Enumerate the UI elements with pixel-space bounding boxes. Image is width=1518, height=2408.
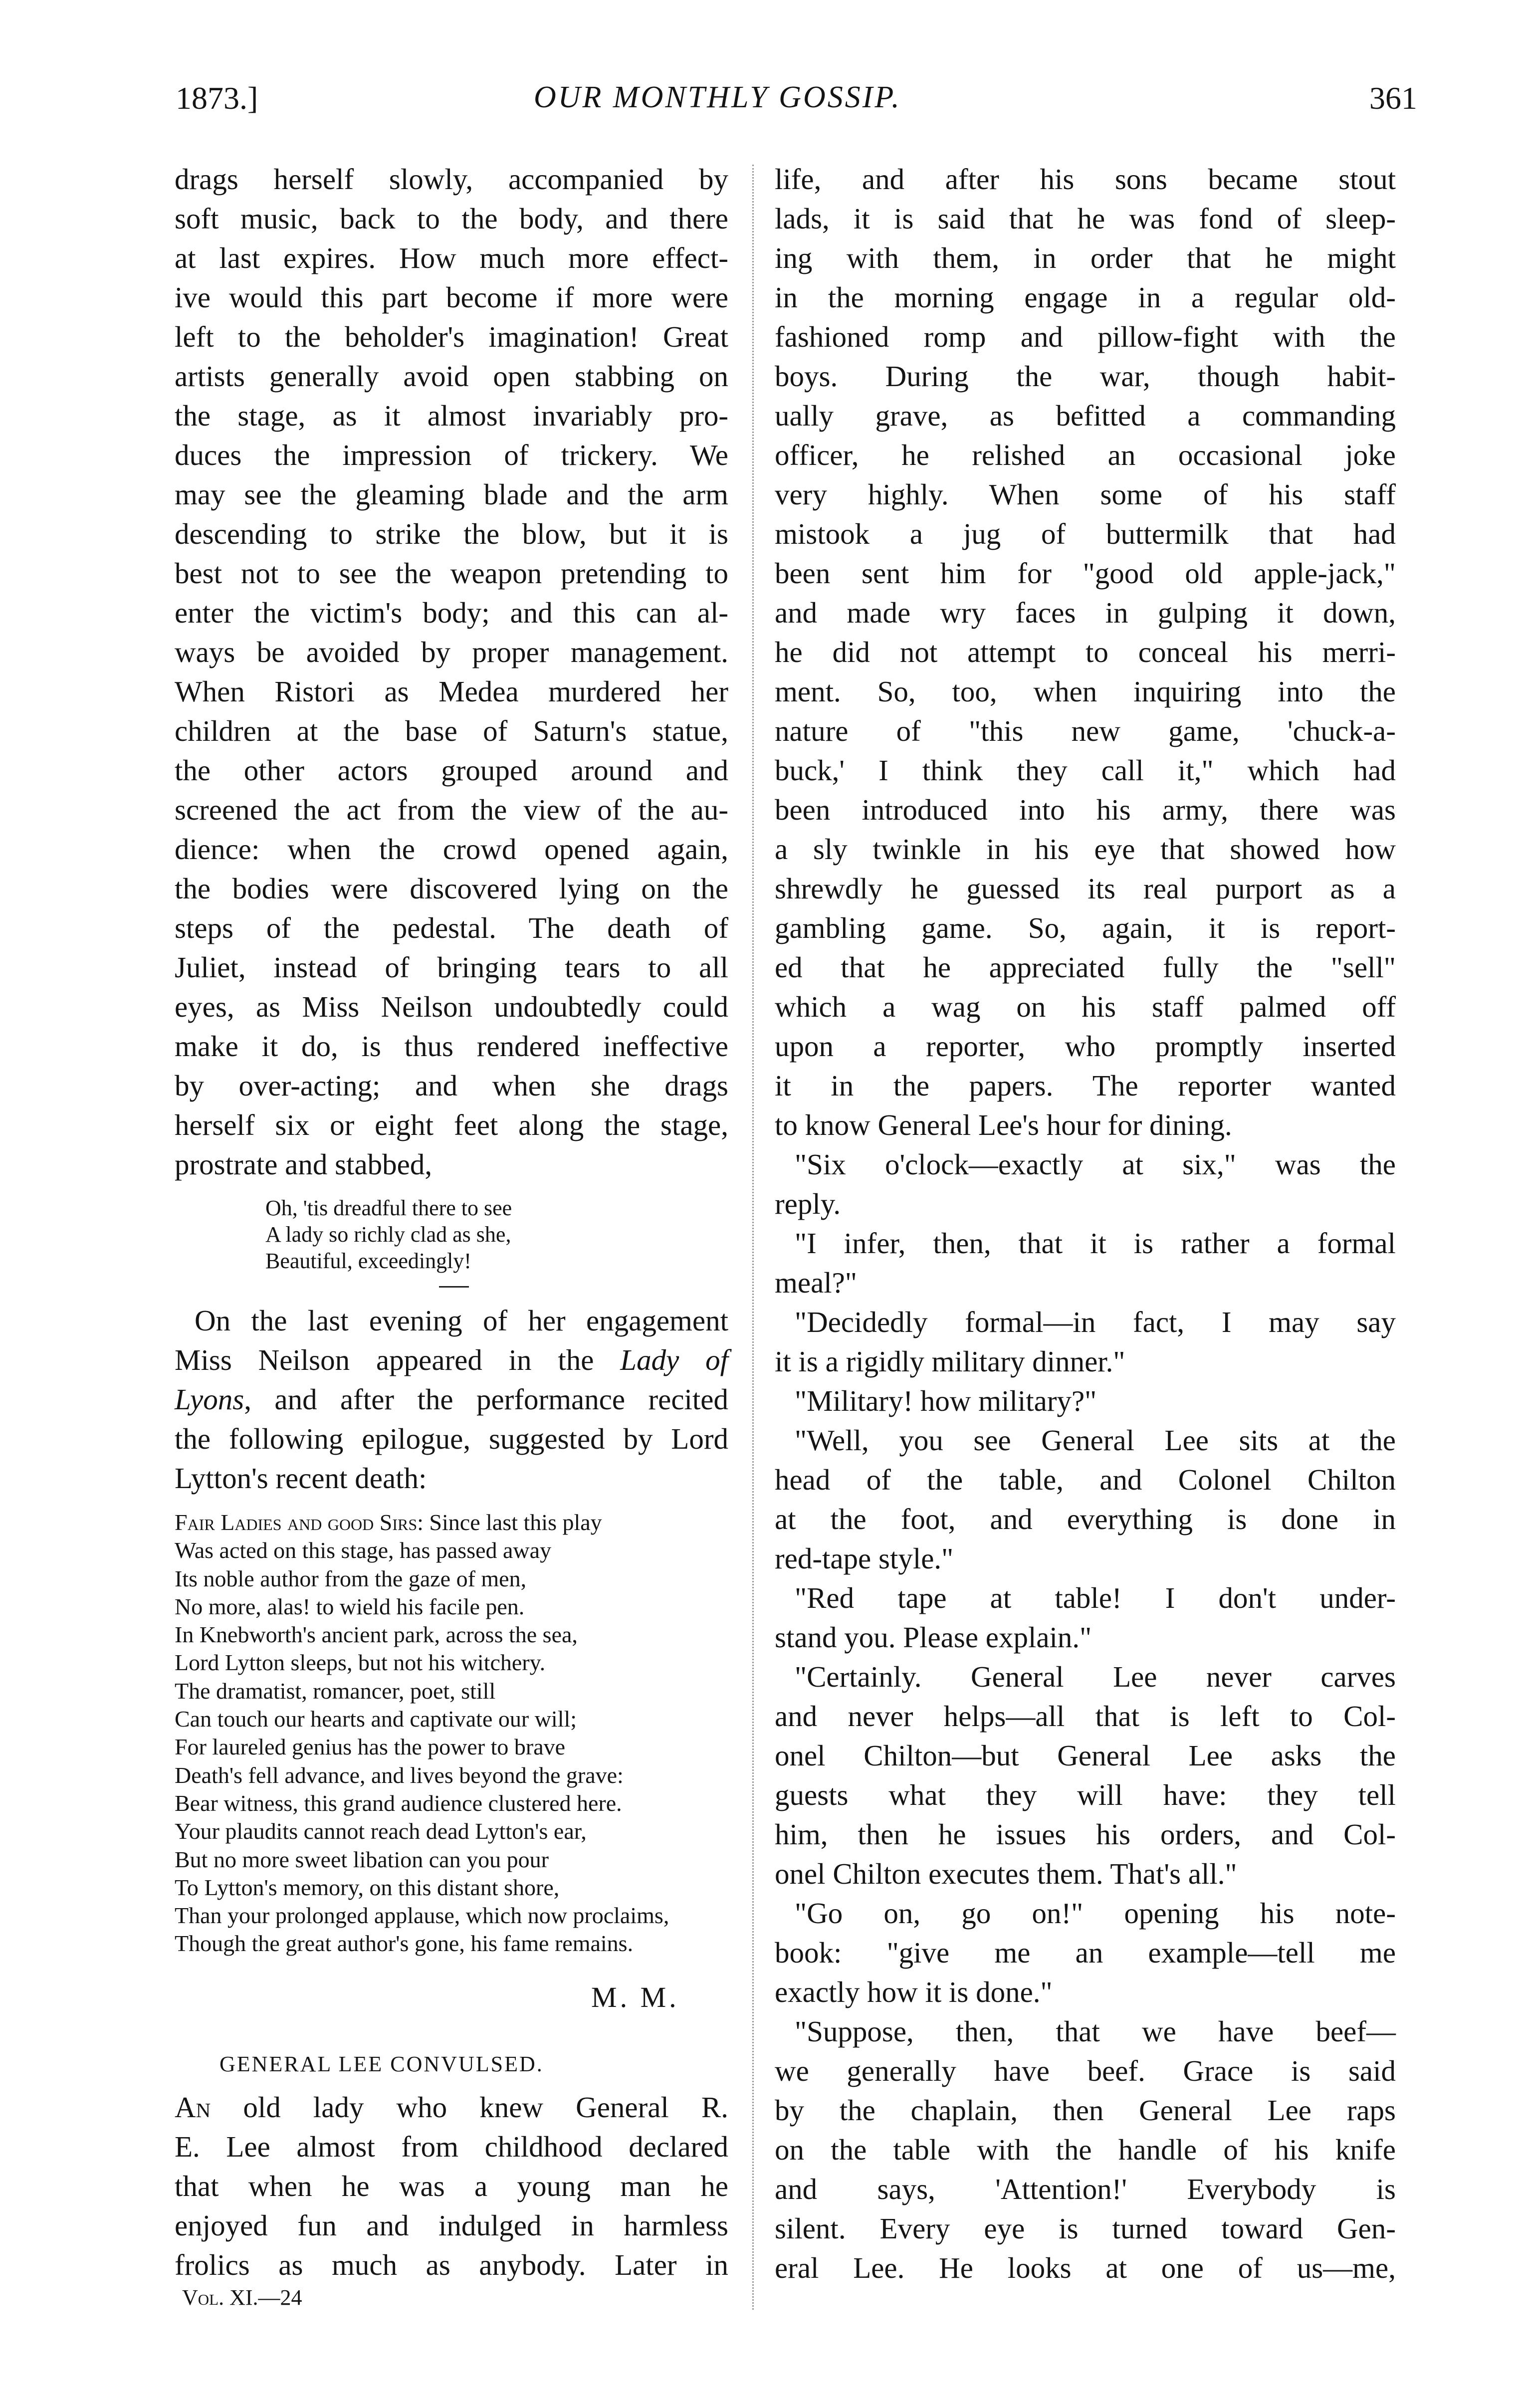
text-line: drags herself slowly, accompanied by	[175, 163, 728, 196]
text-line: left to the beholder's imagination! Great	[175, 320, 728, 353]
text-line: lads, it is said that he was fond of sleep-	[775, 202, 1396, 235]
text-line: him, then he issues his orders, and Col-	[775, 1818, 1396, 1851]
text-line: "Certainly. General Lee never carves	[795, 1660, 1396, 1693]
text-line: prostrate and stabbed,	[175, 1148, 433, 1181]
text-line: Its noble author from the gaze of men,	[175, 1565, 527, 1591]
italic-text: Lady of	[620, 1343, 728, 1376]
running-head-title: OUR MONTHLY GOSSIP.	[534, 80, 901, 114]
text-line: mistook a jug of buttermilk that had	[775, 517, 1396, 550]
text-line: upon a reporter, who promptly inserted	[775, 1030, 1396, 1063]
text-line: and never helps—all that is left to Col-	[775, 1700, 1396, 1733]
text-line: at last expires. How much more effect-	[175, 241, 728, 274]
text-line: ed that he appreciated fully the "sell"	[775, 951, 1396, 984]
verse-rule-divider	[439, 1286, 469, 1288]
text-line: Was acted on this stage, has passed away	[175, 1537, 552, 1563]
text-segment: old lady who knew General R.	[211, 2091, 728, 2124]
text-line: fashioned romp and pillow-fight with the	[775, 320, 1396, 353]
text-line: For laureled genius has the power to brave	[175, 1734, 566, 1760]
text-line: very highly. When some of his staff	[775, 478, 1396, 511]
text-line: been sent him for "good old apple-jack,"	[775, 557, 1396, 590]
text-line: life, and after his sons became stout	[775, 163, 1396, 196]
text-line: frolics as much as anybody. Later in	[175, 2248, 728, 2281]
text-line: eral Lee. He looks at one of us—me,	[775, 2251, 1396, 2284]
section-heading: GENERAL LEE CONVULSED.	[219, 2052, 544, 2076]
text-line: buck,' I think they call it," which had	[775, 754, 1396, 787]
column-divider	[752, 165, 754, 2310]
text-line: When Ristori as Medea murdered her	[175, 675, 728, 708]
text-line: onel Chilton—but General Lee asks the	[775, 1739, 1396, 1772]
text-line: exactly how it is done."	[775, 1975, 1053, 2008]
text-line: by over-acting; and when she drags	[175, 1069, 728, 1102]
text-line: he did not attempt to conceal his merri-	[775, 636, 1396, 668]
text-line: Can touch our hearts and captivate our will;	[175, 1706, 577, 1732]
text-line: nature of "this new game, 'chuck-a-	[775, 714, 1396, 747]
text-line: guests what they will have: they tell	[775, 1778, 1396, 1811]
text-line: Though the great author's gone, his fame remains.	[175, 1931, 634, 1957]
text-line: duces the impression of trickery. We	[175, 438, 728, 471]
text-line: the stage, as it almost invariably pro-	[175, 399, 728, 432]
text-line: "I infer, then, that it is rather a formal	[795, 1227, 1396, 1260]
right-column	[775, 160, 1396, 2288]
text-line: which a wag on his staff palmed off	[775, 990, 1396, 1023]
text-line: ive would this part become if more were	[175, 281, 728, 314]
text-line: screened the act from the view of the au-	[175, 793, 728, 826]
text-line	[175, 1509, 743, 1536]
text-line: gambling game. So, again, it is report-	[775, 911, 1396, 944]
text-line: "Decidedly formal—in fact, I may say	[795, 1306, 1396, 1338]
text-line: that when he was a young man he	[175, 2170, 728, 2202]
text-line: at the foot, and everything is done in	[775, 1503, 1396, 1535]
text-segment: Miss Neilson appeared in the	[175, 1343, 621, 1376]
text-line: E. Lee almost from childhood declared	[175, 2130, 728, 2163]
text-line: head of the table, and Colonel Chilton	[775, 1463, 1396, 1496]
text-line: silent. Every eye is turned toward Gen-	[775, 2212, 1396, 2245]
text-line: Oh, 'tis dreadful there to see	[265, 1196, 512, 1220]
text-line: descending to strike the blow, but it is	[175, 517, 728, 550]
text-line: "Red tape at table! I don't under-	[795, 1581, 1396, 1614]
text-line: Lord Lytton sleeps, but not his witchery.	[175, 1650, 546, 1676]
text-line: No more, alas! to wield his facile pen.	[175, 1593, 525, 1619]
text-line: eyes, as Miss Neilson undoubtedly could	[175, 990, 728, 1023]
text-line: and made wry faces in gulping it down,	[775, 596, 1396, 629]
text-line: by the chaplain, then General Lee raps	[775, 2094, 1396, 2127]
text-line: "Go on, go on!" opening his note-	[795, 1897, 1396, 1930]
text-line	[175, 1380, 728, 1419]
text-line: officer, he relished an occasional joke	[775, 438, 1396, 471]
text-line: Death's fell advance, and lives beyond the grave:	[175, 1762, 624, 1788]
text-line: been introduced into his army, there was	[775, 793, 1396, 826]
text-line: and says, 'Attention!' Everybody is	[775, 2173, 1396, 2205]
text-line: "Military! how military?"	[795, 1384, 1097, 1417]
text-segment: , and after the performance recited	[244, 1383, 728, 1416]
text-line	[175, 1340, 728, 1380]
text-line: The dramatist, romancer, poet, still	[175, 1678, 496, 1704]
text-line: Bear witness, this grand audience clustered here.	[175, 1790, 622, 1816]
text-line: enter the victim's body; and this can al-	[175, 596, 728, 629]
small-caps-text: An	[175, 2091, 211, 2124]
text-line: red-tape style."	[775, 1542, 954, 1575]
running-head-year: 1873.]	[176, 80, 258, 116]
text-line: onel Chilton executes them. That's all."	[775, 1857, 1237, 1890]
text-line: it is a rigidly military dinner."	[775, 1345, 1125, 1378]
text-line: To Lytton's memory, on this distant shore,	[175, 1874, 560, 1900]
text-line: we generally have beef. Grace is said	[775, 2054, 1396, 2087]
text-line: the following epilogue, suggested by Lord	[175, 1422, 728, 1455]
text-line: Than your prolonged applause, which now proclaims,	[175, 1903, 669, 1929]
text-line: it in the papers. The reporter wanted	[775, 1069, 1396, 1102]
text-line: On the last evening of her engagement	[195, 1304, 728, 1337]
text-line: dience: when the crowd opened again,	[175, 833, 728, 866]
text-line: steps of the pedestal. The death of	[175, 911, 728, 944]
text-line: the bodies were discovered lying on the	[175, 872, 728, 905]
left-paragraph-2	[175, 1301, 728, 1498]
text-line: A lady so richly clad as she,	[265, 1222, 511, 1247]
text-line: But no more sweet libation can you pour	[175, 1846, 549, 1872]
text-line: on the table with the handle of his knife	[775, 2133, 1396, 2166]
text-line: ing with them, in order that he might	[775, 241, 1396, 274]
text-line: soft music, back to the body, and there	[175, 202, 728, 235]
text-line: book: "give me an example—tell me	[775, 1936, 1396, 1969]
text-line	[175, 2088, 728, 2127]
text-line: Juliet, instead of bringing tears to all	[175, 951, 728, 984]
text-segment: : Since last this play	[417, 1510, 602, 1535]
text-line: make it do, is thus rendered ineffective	[175, 1030, 728, 1063]
text-line: boys. During the war, though habit-	[775, 360, 1396, 393]
text-line: children at the base of Saturn's statue,	[175, 714, 728, 747]
text-line: "Suppose, then, that we have beef—	[795, 2015, 1396, 2048]
text-line: ment. So, too, when inquiring into the	[775, 675, 1396, 708]
text-line: artists generally avoid open stabbing on	[175, 360, 728, 393]
text-line: Beautiful, exceedingly!	[265, 1249, 471, 1273]
text-line: shrewdly he guessed its real purport as a	[775, 872, 1396, 905]
text-line: a sly twinkle in his eye that showed how	[775, 833, 1396, 866]
text-line: Lytton's recent death:	[175, 1462, 427, 1495]
italic-text: Lyons	[175, 1383, 244, 1416]
text-line: meal?"	[775, 1266, 857, 1299]
signature-mark: Vol. XI.—24	[182, 2285, 302, 2310]
text-line: herself six or eight feet along the stage,	[175, 1108, 728, 1141]
text-line: stand you. Please explain."	[775, 1621, 1092, 1654]
small-caps-text: Fair Ladies and good Sirs	[175, 1510, 418, 1535]
text-line: to know General Lee's hour for dining.	[775, 1108, 1232, 1141]
quoted-verse	[265, 1195, 615, 1274]
left-paragraph-1	[175, 160, 728, 1184]
text-line: ways be avoided by proper management.	[175, 636, 728, 668]
text-line: reply.	[775, 1187, 841, 1220]
text-line: Your plaudits cannot reach dead Lytton's ear,	[175, 1818, 587, 1844]
text-line: the other actors grouped around and	[175, 754, 728, 787]
left-paragraph-3	[175, 2088, 728, 2285]
epilogue-signature: M. M.	[591, 1981, 679, 2013]
text-line: ually grave, as befitted a commanding	[775, 399, 1396, 432]
text-line: In Knebworth's ancient park, across the sea,	[175, 1622, 578, 1648]
text-line: "Well, you see General Lee sits at the	[795, 1424, 1396, 1457]
text-line: may see the gleaming blade and the arm	[175, 478, 728, 511]
page-number: 361	[1369, 80, 1417, 116]
epilogue-poem	[175, 1509, 743, 1958]
text-line: "Six o'clock—exactly at six," was the	[795, 1148, 1396, 1181]
text-line: best not to see the weapon pretending to	[175, 557, 728, 590]
text-line: enjoyed fun and indulged in harmless	[175, 2209, 728, 2242]
text-line: in the morning engage in a regular old-	[775, 281, 1396, 314]
